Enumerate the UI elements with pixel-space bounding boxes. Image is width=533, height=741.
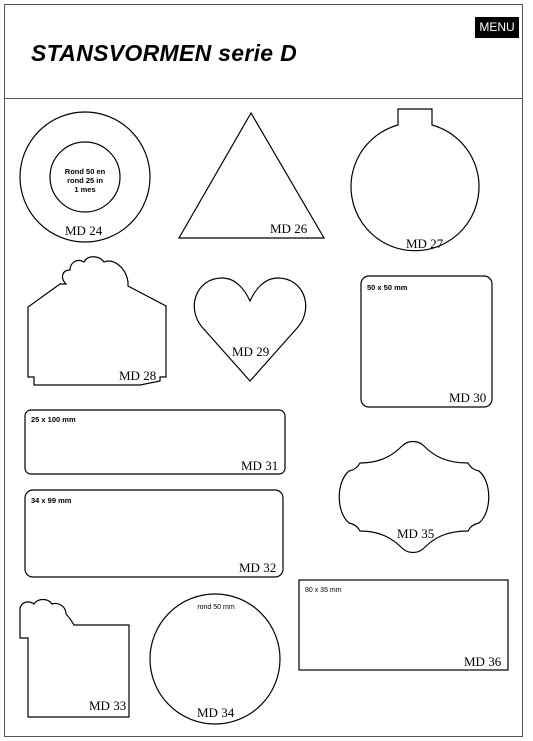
md24-inner-text-3: 1 mes — [74, 185, 96, 194]
md24-inner-text-1: Rond 50 en — [64, 167, 106, 176]
md36-size: 80 x 35 mm — [305, 587, 342, 594]
md34-size: rond 50 mm — [197, 604, 235, 611]
shape-md36[interactable] — [299, 580, 508, 670]
md27-label: MD 27 — [406, 236, 444, 251]
md28-label: MD 28 — [119, 368, 157, 383]
menu-button[interactable]: MENU — [475, 17, 519, 38]
md27-tab-circle — [351, 109, 479, 251]
md31-label: MD 31 — [241, 458, 279, 473]
shape-md28[interactable] — [28, 257, 166, 385]
md33-label: MD 33 — [89, 698, 127, 713]
md30-size: 50 x 50 mm — [367, 283, 408, 292]
shape-md29[interactable] — [194, 278, 305, 381]
shape-md34[interactable] — [150, 594, 280, 724]
md35-label: MD 35 — [397, 526, 435, 541]
shape-md33[interactable] — [20, 600, 129, 718]
shape-md27[interactable] — [351, 109, 479, 251]
shape-md24[interactable] — [20, 112, 150, 242]
shape-md35[interactable] — [339, 442, 489, 553]
md26-label: MD 26 — [270, 221, 308, 236]
md29-heart — [194, 278, 305, 381]
md29-label: MD 29 — [232, 344, 270, 359]
md28-outline — [28, 257, 166, 385]
md32-size: 34 x 99 mm — [31, 496, 72, 505]
md30-square — [361, 276, 492, 407]
page-title: STANSVORMEN serie D — [31, 40, 297, 66]
md36-label: MD 36 — [464, 654, 502, 669]
md32-label: MD 32 — [239, 560, 277, 575]
shape-md30[interactable] — [361, 276, 492, 407]
shape-md26[interactable] — [179, 113, 324, 238]
md34-label: MD 34 — [197, 705, 235, 720]
md26-triangle — [179, 113, 324, 238]
shape-md31[interactable] — [25, 410, 285, 474]
md31-size: 25 x 100 mm — [31, 415, 76, 424]
md30-label: MD 30 — [449, 390, 487, 405]
shape-md32[interactable] — [25, 490, 283, 577]
md24-inner-text-2: rond 25 in — [67, 176, 103, 185]
md24-label: MD 24 — [65, 223, 103, 238]
